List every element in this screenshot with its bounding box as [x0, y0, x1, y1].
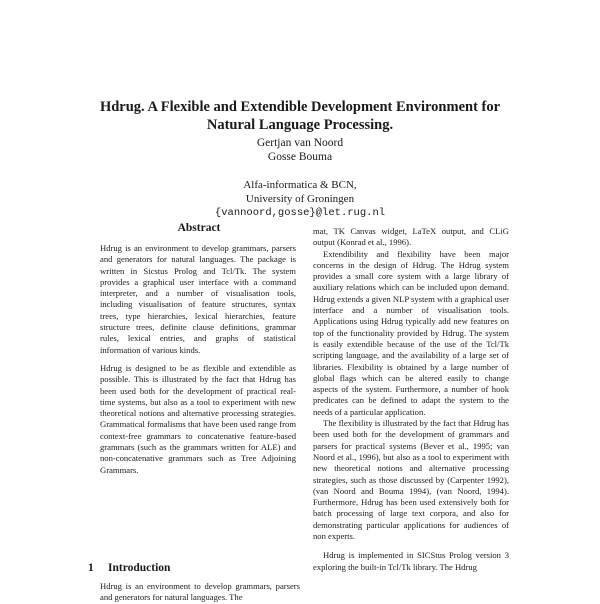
title-line-1: Hdrug. A Flexible and Extendible Development Environment for — [99, 99, 501, 115]
paper-title — [60, 98, 540, 134]
author-name: Gosse Bouma — [267, 151, 333, 163]
section-heading-introduction — [88, 562, 170, 574]
affiliation-institute: Alfa-informatica & BCN, — [243, 179, 357, 191]
introduction-text: Hdrug is an environment to develop grammars, parsers and generators for natural languages. The — [100, 581, 300, 603]
title-line-2: Natural Language Processing. — [206, 117, 394, 133]
author-email: {vannoord,gosse}@let.rug.nl — [214, 207, 386, 219]
affiliation — [170, 178, 430, 220]
section-number: 1 — [88, 562, 94, 574]
body-paragraph: The flexibility is illustrated by the fact that Hdrug has been used both for the development of grammars and parsers for practical systems (Bever et al., 1995; van Noord et al., 1996), but also as a tool to experiment with new theoretical notions and alternative processing strategies, such as those discussed by (Carpenter 1992), (van Noord and Bouma 1994), (van Noord, 1994). Furthermore, Hdrug has been used extensively both for batch processing of large text corpora, and also for demonstrating particular applications for audiences of non experts. — [313, 418, 509, 542]
authors — [160, 136, 440, 164]
body-paragraph: mat, TK Canvas widget, LaTeX output, and CLiG output (Konrad et al., 1996). — [313, 226, 509, 248]
body-paragraph: Hdrug is implemented in SICStus Prolog version 3 exploring the built-in Tcl/Tk library. The Hdrug — [313, 550, 509, 572]
abstract-paragraph: Hdrug is an environment to develop grammars, parsers and generators for natural languages. The package is written in Sicstus Prolog and Tcl/Tk. The system provides a graphical user interface with a command interpreter, and a number of visualisation tools, including visualisation of feature structures, syntax trees, type hierarchies, lexical hierarchies, feature structure trees, definite clause definitions, grammar rules, lexical entries, and graphs of statistical information of various kinds. — [100, 243, 296, 355]
body-paragraph: Extendibility and flexibility have been major concerns in the design of Hdrug. The Hdrug system provides a small core system with a large library of auxiliary relations which can be included upon demand. Hdrug extends a given NLP system with a graphical user interface and a number of visualisation tools. Applications using Hdrug typically add new features on top of the functionality provided by Hdrug. The system is easily extendible because of the use of the Tcl/Tk scripting language, and the availability of a large set of libraries. Flexibility is obtained by a large number of global flags which can be altered easily to change aspects of the system. Furthermore, a number of hook predicates can be defined to adapt the system to the needs of a particular application. — [313, 248, 509, 417]
section-title: Introduction — [108, 562, 171, 574]
affiliation-university: University of Groningen — [245, 193, 355, 205]
right-column-body — [313, 226, 509, 573]
abstract-heading: Abstract — [177, 222, 221, 234]
abstract-paragraph: Hdrug is designed to be as flexible and extendible as possible. This is illustrated by the fact that Hdrug has been used both for the development of practical real-time systems, but also as a tool to experiment with new theoretical notions and alternative processing strategies. Grammatical formalisms that have been used range from context-free grammars to concatenative feature-based grammars (such as the grammars written for ALE) and non-concatenative grammars such as Tree Adjoining Grammars. — [100, 362, 296, 475]
author-name: Gertjan van Noord — [256, 137, 344, 149]
abstract-body — [100, 243, 296, 483]
